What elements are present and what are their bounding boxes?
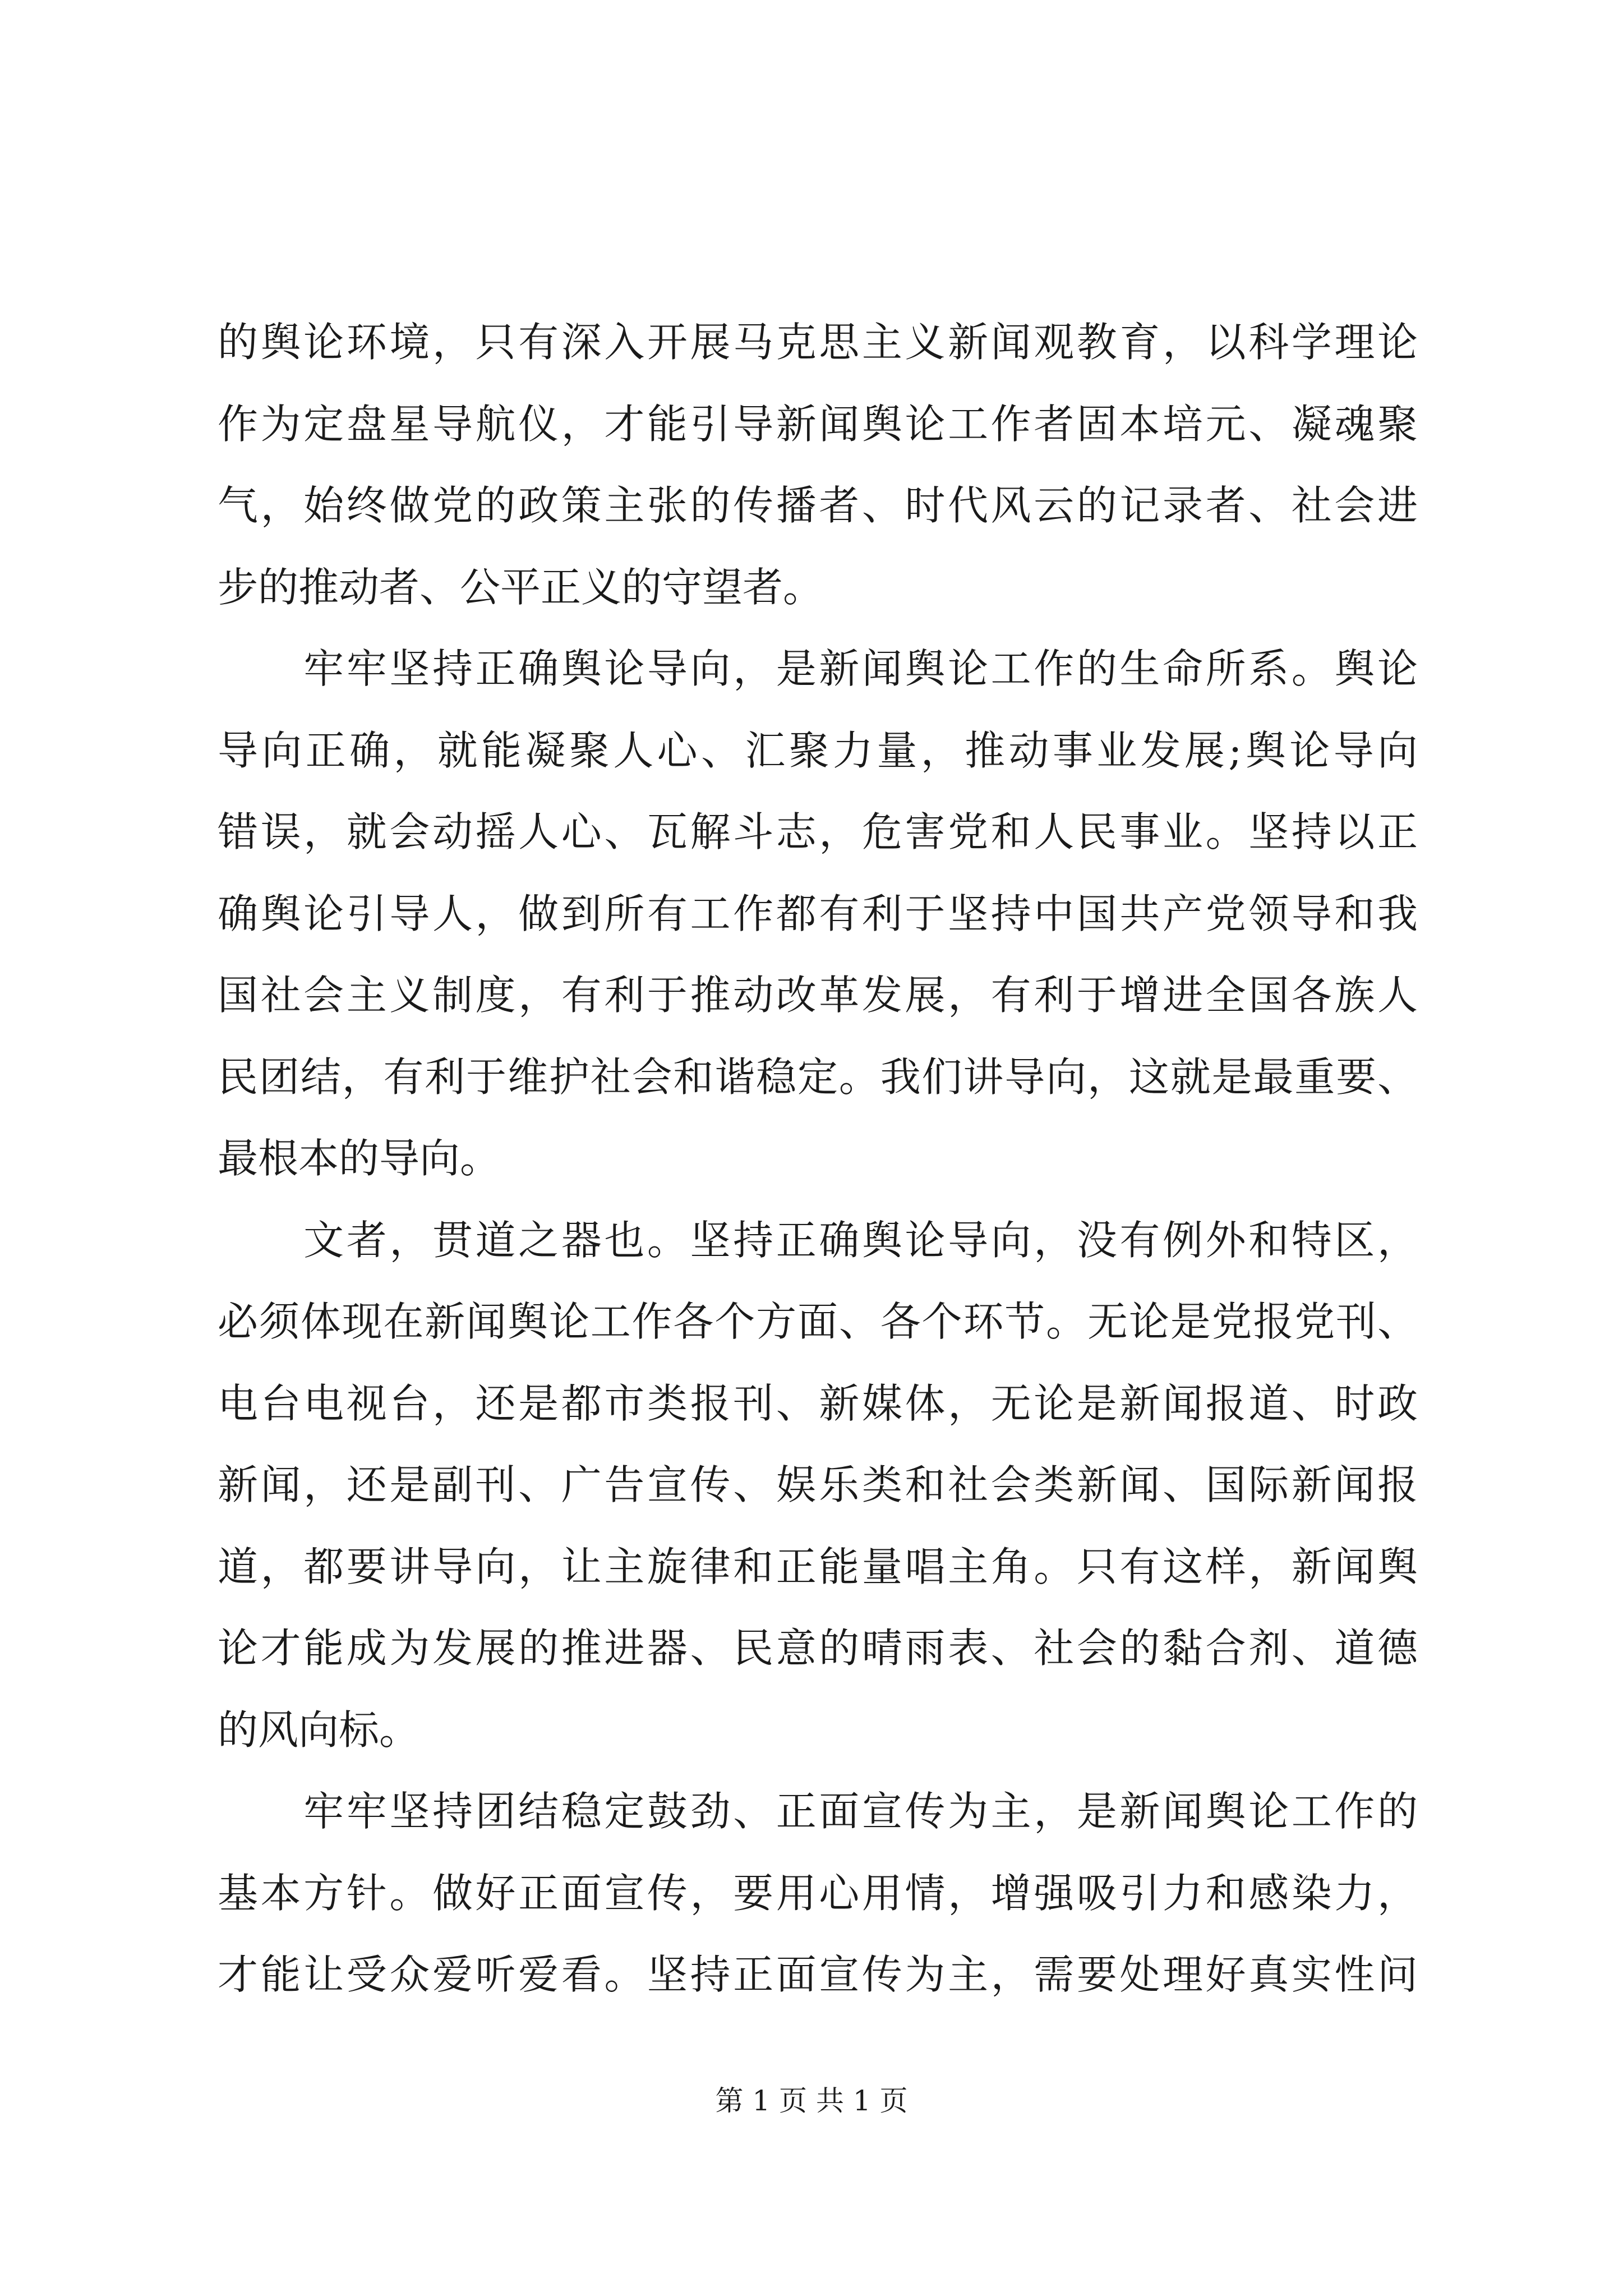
text-line: 牢牢坚持团结稳定鼓劲、正面宣传为主，是新闻舆论工作的 bbox=[218, 1788, 1418, 1835]
text-line: 必须体现在新闻舆论工作各个方面、各个环节。无论是党报党刊、 bbox=[218, 1298, 1418, 1345]
text-line: 国社会主义制度，有利于推动改革发展，有利于增进全国各族人 bbox=[218, 972, 1418, 1019]
text-line: 民团结，有利于维护社会和谐稳定。我们讲导向，这就是最重要、 bbox=[218, 1053, 1418, 1101]
body-text bbox=[218, 302, 1418, 2016]
text-line: 论才能成为发展的推进器、民意的晴雨表、社会的黏合剂、道德 bbox=[218, 1625, 1418, 1672]
text-line: 作为定盘星导航仪，才能引导新闻舆论工作者固本培元、凝魂聚 bbox=[218, 400, 1418, 448]
text-line: 文者，贯道之器也。坚持正确舆论导向，没有例外和特区， bbox=[218, 1216, 1418, 1264]
text-line: 道，都要讲导向，让主旋律和正能量唱主角。只有这样，新闻舆 bbox=[218, 1543, 1418, 1590]
text-line: 才能让受众爱听爱看。坚持正面宣传为主，需要处理好真实性问 bbox=[218, 1951, 1418, 1998]
text-line: 新闻，还是副刊、广告宣传、娱乐类和社会类新闻、国际新闻报 bbox=[218, 1461, 1418, 1508]
text-line: 的舆论环境，只有深入开展马克思主义新闻观教育，以科学理论 bbox=[218, 319, 1418, 366]
text-line: 电台电视台，还是都市类报刊、新媒体，无论是新闻报道、时政 bbox=[218, 1379, 1418, 1427]
text-line: 错误，就会动摇人心、瓦解斗志，危害党和人民事业。坚持以正 bbox=[218, 808, 1418, 855]
text-line: 的风向标。 bbox=[218, 1706, 420, 1754]
text-line: 气，始终做党的政策主张的传播者、时代风云的记录者、社会进 bbox=[218, 482, 1418, 529]
text-line: 确舆论引导人，做到所有工作都有利于坚持中国共产党领导和我 bbox=[218, 890, 1418, 937]
text-line: 导向正确，就能凝聚人心、汇聚力量，推动事业发展;舆论导向 bbox=[218, 726, 1418, 774]
text-line: 基本方针。做好正面宣传，要用心用情，增强吸引力和感染力， bbox=[218, 1869, 1418, 1917]
page-footer: 第 1 页 共 1 页 bbox=[715, 2085, 908, 2117]
text-line: 牢牢坚持正确舆论导向，是新闻舆论工作的生命所系。舆论 bbox=[218, 645, 1418, 692]
text-line: 最根本的导向。 bbox=[218, 1135, 501, 1182]
text-line: 步的推动者、公平正义的守望者。 bbox=[218, 563, 824, 611]
